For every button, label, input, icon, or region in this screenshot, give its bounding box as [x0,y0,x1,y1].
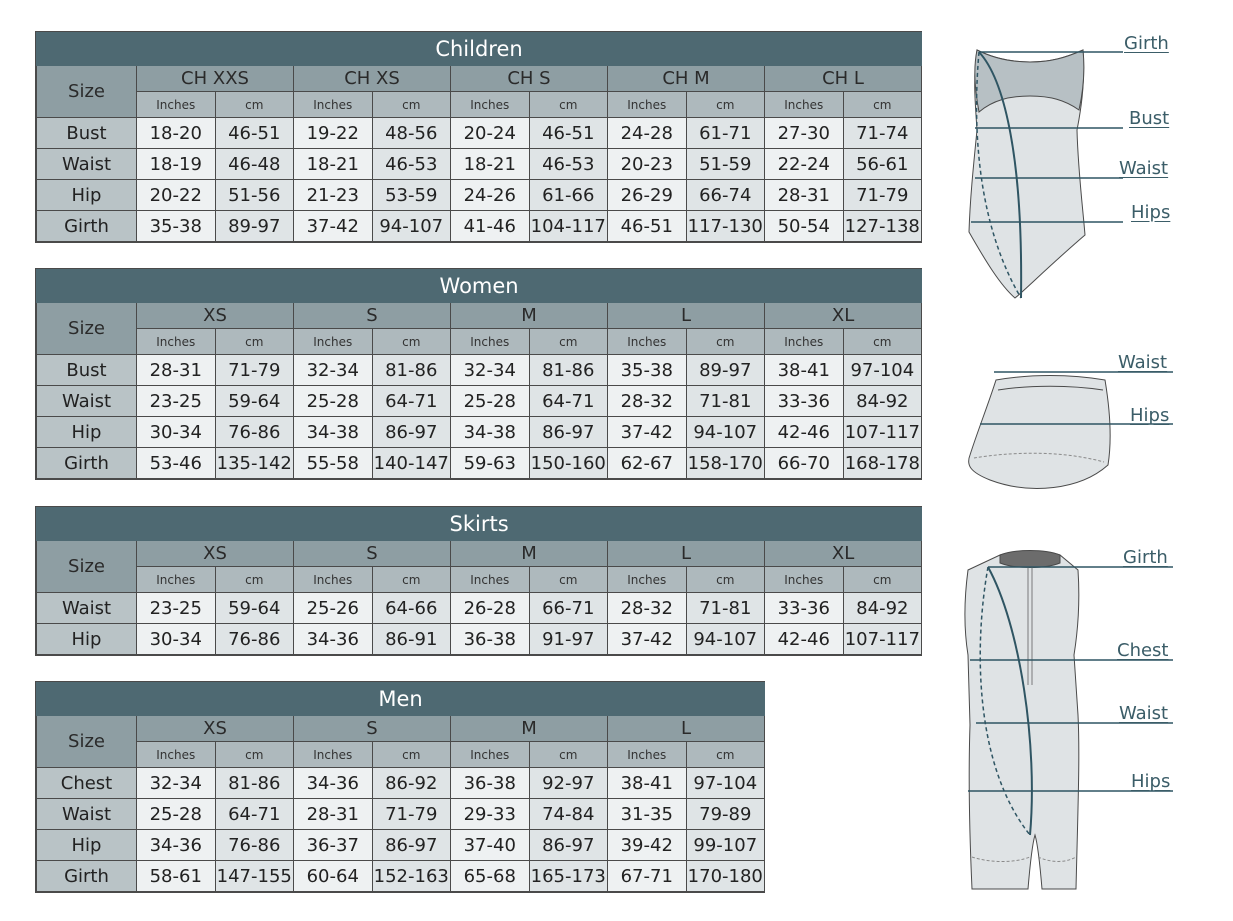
unit-cm-header: cm [529,567,608,593]
measurement-cell: 71-79 [372,799,451,830]
table-row [37,830,765,861]
measurement-cell: 28-31 [294,799,373,830]
measurement-cell: 66-74 [686,180,765,211]
table-row [37,386,922,417]
measurement-cell: 55-58 [294,448,373,479]
measurement-cell: 37-40 [451,830,530,861]
unitard-girth-label: Girth [1123,547,1168,568]
measurement-cell: 71-81 [686,386,765,417]
measurement-cell: 86-97 [372,830,451,861]
unit-cm-header: cm [529,329,608,355]
measurement-cell: 158-170 [686,448,765,479]
measurement-cell: 53-59 [372,180,451,211]
unit-inches-header: Inches [294,329,373,355]
measurement-cell: 117-130 [686,211,765,242]
measurement-cell: 36-37 [294,830,373,861]
unit-cm-header: cm [843,567,922,593]
measurement-cell: 152-163 [372,861,451,892]
measurement-cell: 20-22 [137,180,216,211]
measurement-cell: 56-61 [843,149,922,180]
measurement-cell: 33-36 [765,386,844,417]
table-row [37,355,922,386]
leotard-hips-label: Hips [1131,202,1171,223]
table-title: Women [37,270,922,303]
measurement-cell: 51-56 [215,180,294,211]
unit-cm-header: cm [686,567,765,593]
unit-inches-header: Inches [608,567,687,593]
measurement-cell: 34-38 [294,417,373,448]
measurement-cell: 97-104 [843,355,922,386]
row-label: Waist [37,386,137,417]
leotard-waist-label: Waist [1119,158,1169,179]
measurement-cell: 28-31 [137,355,216,386]
table-row [37,211,922,242]
measurement-cell: 66-71 [529,593,608,624]
measurement-cell: 39-42 [608,830,687,861]
size-header: Size [37,303,137,355]
measurement-cell: 25-28 [451,386,530,417]
size-column-header: M [451,303,608,329]
measurement-cell: 60-64 [294,861,373,892]
row-label: Hip [37,417,137,448]
table-row [37,861,765,892]
unit-cm-header: cm [372,92,451,118]
size-column-header: CH M [608,66,765,92]
measurement-cell: 84-92 [843,386,922,417]
table-row [37,417,922,448]
measurement-cell: 135-142 [215,448,294,479]
size-column-header: S [294,716,451,742]
unit-cm-header: cm [686,742,765,768]
measurement-cell: 30-34 [137,417,216,448]
measurement-cell: 36-38 [451,624,530,655]
measurement-cell: 59-64 [215,593,294,624]
unit-inches-header: Inches [137,742,216,768]
table-title: Men [37,683,765,716]
measurement-cell: 37-42 [608,624,687,655]
measurement-cell: 86-97 [529,830,608,861]
measurement-cell: 25-26 [294,593,373,624]
table-row [37,118,922,149]
measurement-cell: 35-38 [137,211,216,242]
unitard-collar [1000,551,1060,568]
size-column-header: S [294,303,451,329]
measurement-cell: 33-36 [765,593,844,624]
measurement-cell: 59-63 [451,448,530,479]
measurement-cell: 18-21 [451,149,530,180]
measurement-cell: 20-23 [608,149,687,180]
measurement-cell: 89-97 [215,211,294,242]
measurement-cell: 79-89 [686,799,765,830]
measurement-cell: 29-33 [451,799,530,830]
table-title: Skirts [37,508,922,541]
table-row [37,593,922,624]
unitard-hips-label: Hips [1131,771,1171,792]
measurement-cell: 71-79 [843,180,922,211]
measurement-cell: 31-35 [608,799,687,830]
measurement-cell: 50-54 [765,211,844,242]
measurement-cell: 51-59 [686,149,765,180]
unit-inches-header: Inches [294,92,373,118]
measurement-cell: 38-41 [765,355,844,386]
table-row [37,180,922,211]
men-size-table [35,681,765,893]
measurement-cell: 35-38 [608,355,687,386]
row-label: Hip [37,624,137,655]
leotard-girth-label: Girth [1124,33,1169,54]
measurement-cell: 22-24 [765,149,844,180]
leotard-diagram [955,40,1125,305]
measurement-cell: 23-25 [137,386,216,417]
size-column-header: L [608,303,765,329]
unitard-chest-label: Chest [1117,640,1169,661]
size-column-header: XL [765,541,922,567]
measurement-cell: 168-178 [843,448,922,479]
measurement-cell: 62-67 [608,448,687,479]
women-size-table [35,268,922,480]
measurement-cell: 23-25 [137,593,216,624]
measurement-cell: 65-68 [451,861,530,892]
measurement-cell: 32-34 [294,355,373,386]
unit-inches-header: Inches [608,742,687,768]
measurement-cell: 46-53 [529,149,608,180]
measurement-cell: 46-51 [608,211,687,242]
skirt-body [969,376,1111,489]
unit-inches-header: Inches [137,567,216,593]
measurement-cell: 89-97 [686,355,765,386]
table-row [37,799,765,830]
unit-cm-header: cm [372,742,451,768]
measurement-cell: 24-26 [451,180,530,211]
measurement-cell: 91-97 [529,624,608,655]
unit-cm-header: cm [843,329,922,355]
measurement-cell: 94-107 [686,624,765,655]
measurement-cell: 165-173 [529,861,608,892]
unit-inches-header: Inches [294,567,373,593]
measurement-cell: 99-107 [686,830,765,861]
measurement-cell: 81-86 [372,355,451,386]
measurement-cell: 86-97 [372,417,451,448]
unit-cm-header: cm [215,742,294,768]
size-column-header: CH XXS [137,66,294,92]
unit-cm-header: cm [372,567,451,593]
table-row [37,624,922,655]
unit-cm-header: cm [529,92,608,118]
unit-cm-header: cm [529,742,608,768]
unit-cm-header: cm [372,329,451,355]
unit-inches-header: Inches [765,567,844,593]
size-column-header: CH S [451,66,608,92]
children-size-table [35,31,922,243]
measurement-cell: 66-70 [765,448,844,479]
measurement-cell: 28-32 [608,386,687,417]
size-column-header: CH XS [294,66,451,92]
measurement-cell: 21-23 [294,180,373,211]
table-row [37,768,765,799]
measurement-cell: 76-86 [215,830,294,861]
measurement-cell: 18-19 [137,149,216,180]
measurement-cell: 26-29 [608,180,687,211]
row-label: Hip [37,180,137,211]
measurement-cell: 94-107 [372,211,451,242]
size-column-header: XL [765,303,922,329]
row-label: Bust [37,355,137,386]
size-column-header: XS [137,716,294,742]
skirt-waist-label: Waist [1118,352,1168,373]
measurement-cell: 34-36 [137,830,216,861]
measurement-cell: 28-32 [608,593,687,624]
measurement-cell: 30-34 [137,624,216,655]
unit-inches-header: Inches [294,742,373,768]
size-header: Size [37,716,137,768]
row-label: Girth [37,211,137,242]
measurement-cell: 86-97 [529,417,608,448]
row-label: Waist [37,593,137,624]
size-column-header: L [608,716,765,742]
unit-cm-header: cm [215,329,294,355]
measurement-cell: 64-71 [215,799,294,830]
size-column-header: M [451,716,608,742]
unit-cm-header: cm [843,92,922,118]
skirt-diagram [960,360,1175,500]
measurement-cell: 46-51 [215,118,294,149]
measurement-cell: 64-66 [372,593,451,624]
measurement-cell: 64-71 [529,386,608,417]
unitard-body [965,551,1079,889]
measurement-cell: 64-71 [372,386,451,417]
measurement-cell: 104-117 [529,211,608,242]
measurement-cell: 147-155 [215,861,294,892]
row-label: Girth [37,448,137,479]
measurement-cell: 61-66 [529,180,608,211]
measurement-cell: 71-79 [215,355,294,386]
row-label: Girth [37,861,137,892]
unit-inches-header: Inches [451,329,530,355]
measurement-cell: 94-107 [686,417,765,448]
measurement-cell: 76-86 [215,417,294,448]
row-label: Bust [37,118,137,149]
row-label: Hip [37,830,137,861]
row-label: Waist [37,149,137,180]
unit-inches-header: Inches [765,329,844,355]
size-header: Size [37,66,137,118]
measurement-cell: 42-46 [765,624,844,655]
measurement-cell: 150-160 [529,448,608,479]
measurement-cell: 37-42 [608,417,687,448]
measurement-cell: 18-21 [294,149,373,180]
unit-inches-header: Inches [451,92,530,118]
size-column-header: XS [137,541,294,567]
unit-inches-header: Inches [451,742,530,768]
measurement-cell: 38-41 [608,768,687,799]
row-label: Waist [37,799,137,830]
unit-cm-header: cm [686,92,765,118]
measurement-cell: 32-34 [451,355,530,386]
table-row [37,149,922,180]
measurement-cell: 170-180 [686,861,765,892]
unit-inches-header: Inches [765,92,844,118]
measurement-cell: 71-74 [843,118,922,149]
skirt-hips-label: Hips [1130,405,1170,426]
size-column-header: XS [137,303,294,329]
measurement-cell: 34-36 [294,768,373,799]
measurement-cell: 53-46 [137,448,216,479]
measurement-cell: 71-81 [686,593,765,624]
unit-inches-header: Inches [608,92,687,118]
measurement-cell: 18-20 [137,118,216,149]
size-column-header: M [451,541,608,567]
measurement-cell: 25-28 [137,799,216,830]
measurement-cell: 46-48 [215,149,294,180]
unit-cm-header: cm [215,92,294,118]
measurement-cell: 61-71 [686,118,765,149]
measurement-cell: 97-104 [686,768,765,799]
measurement-cell: 86-91 [372,624,451,655]
unit-cm-header: cm [215,567,294,593]
measurement-cell: 34-36 [294,624,373,655]
measurement-cell: 34-38 [451,417,530,448]
unit-inches-header: Inches [608,329,687,355]
size-column-header: L [608,541,765,567]
unit-inches-header: Inches [137,92,216,118]
measurement-cell: 37-42 [294,211,373,242]
leotard-bust-label: Bust [1129,108,1170,129]
measurement-cell: 24-28 [608,118,687,149]
measurement-cell: 20-24 [451,118,530,149]
unitard-waist-label: Waist [1119,703,1169,724]
measurement-cell: 36-38 [451,768,530,799]
measurement-cell: 84-92 [843,593,922,624]
measurement-cell: 48-56 [372,118,451,149]
measurement-cell: 26-28 [451,593,530,624]
measurement-cell: 28-31 [765,180,844,211]
measurement-cell: 32-34 [137,768,216,799]
measurement-cell: 58-61 [137,861,216,892]
measurement-cell: 127-138 [843,211,922,242]
size-column-header: CH L [765,66,922,92]
size-column-header: S [294,541,451,567]
measurement-cell: 19-22 [294,118,373,149]
row-label: Chest [37,768,137,799]
measurement-cell: 59-64 [215,386,294,417]
measurement-cell: 76-86 [215,624,294,655]
measurement-cell: 41-46 [451,211,530,242]
measurement-cell: 86-92 [372,768,451,799]
measurement-cell: 107-117 [843,417,922,448]
measurement-cell: 25-28 [294,386,373,417]
table-title: Children [37,33,922,66]
measurement-cell: 74-84 [529,799,608,830]
size-header: Size [37,541,137,593]
measurement-cell: 46-53 [372,149,451,180]
measurement-cell: 81-86 [529,355,608,386]
unit-inches-header: Inches [137,329,216,355]
measurement-cell: 46-51 [529,118,608,149]
measurement-cell: 67-71 [608,861,687,892]
measurement-cell: 140-147 [372,448,451,479]
table-row [37,448,922,479]
unit-cm-header: cm [686,329,765,355]
unit-inches-header: Inches [451,567,530,593]
measurement-cell: 81-86 [215,768,294,799]
measurement-cell: 107-117 [843,624,922,655]
measurement-cell: 42-46 [765,417,844,448]
measurement-cell: 27-30 [765,118,844,149]
skirts-size-table [35,506,922,656]
measurement-cell: 92-97 [529,768,608,799]
